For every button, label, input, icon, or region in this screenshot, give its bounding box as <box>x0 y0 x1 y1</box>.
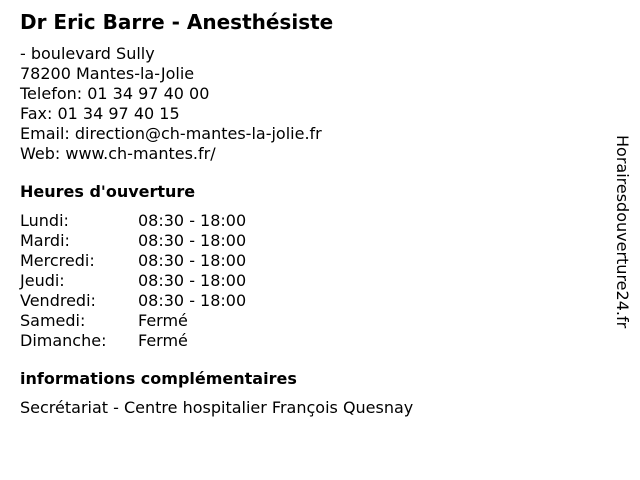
hours-row-samedi <box>20 311 600 331</box>
page-title: Dr Eric Barre - Anesthésiste <box>20 10 334 34</box>
hours-time: 08:30 - 18:00 <box>138 211 247 230</box>
additional-info-heading: informations complémentaires <box>20 369 297 388</box>
additional-info-text: Secrétariat - Centre hospitalier François Quesnay <box>20 398 414 417</box>
address-street: - boulevard Sully <box>20 44 155 63</box>
hours-time: 08:30 - 18:00 <box>138 231 247 250</box>
hours-day: Lundi: <box>20 211 69 230</box>
hours-time: 08:30 - 18:00 <box>138 251 247 270</box>
hours-row-dimanche <box>20 331 600 351</box>
hours-day: Dimanche: <box>20 331 107 350</box>
hours-row-lundi <box>20 211 600 231</box>
hours-day: Samedi: <box>20 311 86 330</box>
email-line: Email: direction@ch-mantes-la-jolie.fr <box>20 124 322 143</box>
hours-time: Fermé <box>138 331 188 350</box>
opening-hours-table <box>20 211 600 351</box>
hours-time: 08:30 - 18:00 <box>138 291 247 310</box>
hours-time: 08:30 - 18:00 <box>138 271 247 290</box>
hours-day: Mercredi: <box>20 251 95 270</box>
hours-row-jeudi <box>20 271 600 291</box>
address-block <box>20 44 600 164</box>
opening-hours-heading: Heures d'ouverture <box>20 182 196 201</box>
site-watermark: Horairesdouverture24.fr <box>613 135 632 329</box>
hours-row-mardi <box>20 231 600 251</box>
phone-line: Telefon: 01 34 97 40 00 <box>20 84 210 103</box>
hours-day: Jeudi: <box>20 271 65 290</box>
hours-row-vendredi <box>20 291 600 311</box>
hours-day: Mardi: <box>20 231 70 250</box>
web-line: Web: www.ch-mantes.fr/ <box>20 144 216 163</box>
hours-time: Fermé <box>138 311 188 330</box>
hours-day: Vendredi: <box>20 291 96 310</box>
hours-row-mercredi <box>20 251 600 271</box>
fax-line: Fax: 01 34 97 40 15 <box>20 104 180 123</box>
listing-card <box>20 8 600 418</box>
address-city: 78200 Mantes-la-Jolie <box>20 64 195 83</box>
